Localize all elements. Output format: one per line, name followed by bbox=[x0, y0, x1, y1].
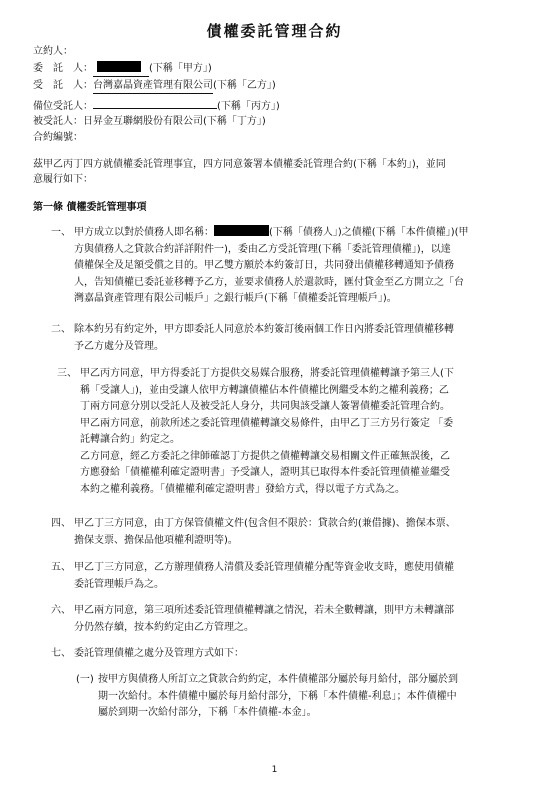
item-line: 債權保全及足額受償之目的。甲乙雙方願於本約簽訂日，共同發出債權移轉通知予債務 bbox=[74, 260, 454, 271]
item-line: 甲乙丁三方同意，由丁方保管債權文件(包含但不限於：貸款合約(兼借據)、擔保本票、 bbox=[74, 518, 456, 529]
item-line: 丁兩方同意分別以受託人及被受託人身分，共同與該受讓人簽署債權委託管理合約。 bbox=[80, 401, 450, 412]
page-number: 1 bbox=[271, 765, 278, 775]
item-line: 人，告知債權已委託並移轉予乙方，並要求債務人於還款時，匯付貸金至乙方開立之「台 bbox=[74, 276, 464, 288]
sub-item-body bbox=[98, 672, 526, 722]
party-principal-suffix: (下稱「甲方」) bbox=[149, 63, 212, 74]
party-principal-name-field bbox=[93, 61, 149, 77]
preamble-line-1: 茲甲乙丙丁四方就債權委託管理事宜，四方同意簽署本債權委託管理合約(下稱「本約」)，並同 bbox=[33, 159, 446, 170]
party-sub-trustee: 被受託人：日昇金互聯網股份有限公司(下稱「丁方」) bbox=[33, 116, 266, 127]
party-trustee bbox=[33, 79, 276, 94]
item-line: 甲乙丙方同意，甲方得委託丁方提供交易媒合服務，將委託管理債權轉讓予第三人(下 bbox=[80, 368, 454, 379]
item-line: 委託管理帳戶為之。 bbox=[74, 578, 164, 590]
article-1-heading: 第一條 債權委託管理事項 bbox=[33, 202, 147, 213]
article-item-body bbox=[80, 366, 524, 498]
party-trustee-name: 台灣嘉晶資產管理有限公司 bbox=[93, 79, 213, 94]
document-title: 債權委託管理合約 bbox=[206, 22, 343, 40]
sub-item-number: (一) bbox=[76, 674, 94, 685]
item-line: 方應發給「債權權利確定證明書」予受讓人，證明其已取得本件委託管理債權並繼受 bbox=[80, 467, 450, 478]
article-item-body bbox=[74, 560, 524, 593]
item-number: 五、 bbox=[51, 562, 71, 573]
item-line: 擔保支票、擔保品他項權利證明等)。 bbox=[74, 534, 238, 546]
article-item-body bbox=[74, 322, 524, 355]
item-line: 託轉讓合約」約定之。 bbox=[80, 434, 180, 445]
item-line: 稱「受讓人」)，並由受讓人依甲方轉讓債權佔本件債權比例繼受本約之權利義務；乙 bbox=[80, 384, 449, 396]
item-number: 六、 bbox=[51, 605, 71, 616]
party-principal bbox=[33, 61, 212, 77]
party-backup-trustee-name-field bbox=[93, 97, 217, 109]
parties-lead: 立約人： bbox=[33, 46, 73, 57]
item-line: 分仍然存續，按本約約定由乙方管理之。 bbox=[74, 621, 254, 633]
sub-item-line: 按甲方與債務人所訂立之貸款合約約定，本件債權部分屬於每月給付，部分屬於到 bbox=[98, 674, 458, 685]
party-trustee-label: 受 託 人： bbox=[33, 80, 93, 91]
party-backup-trustee-suffix: (下稱「丙方」) bbox=[217, 101, 280, 112]
item-line: 予乙方處分及管理。 bbox=[74, 340, 164, 352]
item-line: 甲乙兩方同意，第三項所述委託管理債權轉讓之情況，若未全數轉讓，則甲方未轉讓部 bbox=[74, 605, 454, 616]
item-line: 乙方同意，經乙方委託之律師確認丁方提供之債權轉讓交易相關文件正確無誤後，乙 bbox=[80, 450, 450, 462]
party-trustee-suffix: (下稱「乙方」) bbox=[213, 80, 276, 91]
item-line-prefix: 甲方成立以對於債務人即名稱： bbox=[74, 227, 214, 238]
party-backup-trustee-label: 備位受託人： bbox=[33, 101, 93, 112]
sub-item-line: 屬於到期一次給付部分，下稱「本件債權-本金」。 bbox=[98, 707, 317, 718]
redaction-box bbox=[97, 61, 141, 72]
item-line: 灣嘉晶資產管理有限公司帳戶」之銀行帳戶(下稱「債權委託管理帳戶」)。 bbox=[74, 293, 397, 304]
item-line: 委託管理債權之處分及管理方式如下： bbox=[74, 648, 244, 659]
item-line: 除本約另有約定外，甲方即委託人同意於本約簽訂後兩個工作日內將委託管理債權移轉 bbox=[74, 324, 454, 335]
item-number: 二、 bbox=[51, 324, 71, 335]
article-item-body bbox=[74, 225, 524, 308]
item-line: 方與債務人之貸款合約詳詳附件一)，委由乙方受託管理(下稱「委託管理債權」)，以達 bbox=[74, 243, 451, 255]
article-item-body bbox=[74, 603, 524, 636]
item-number: 七、 bbox=[51, 648, 71, 659]
sub-item-line: 期一次給付。本件債權中屬於每月給付部分，下稱「本件債權-利息」；本件債權中 bbox=[98, 690, 457, 702]
article-item-body bbox=[74, 516, 524, 549]
redaction-box bbox=[214, 225, 269, 236]
item-line-text: (下稱「債務人」)之債權(下稱「本件債權」)(甲 bbox=[269, 227, 469, 238]
party-backup-trustee bbox=[33, 97, 280, 114]
preamble-line-2: 意履行如下： bbox=[33, 174, 93, 185]
item-line: 甲乙丁三方同意，乙方辦理債務人清償及委託管理債權分配等資金收支時，應使用債權 bbox=[74, 562, 454, 573]
item-number: 四、 bbox=[51, 518, 71, 529]
item-line: 本約之權利義務。「債權權利確定證明書」發給方式，得以電子方式為之。 bbox=[80, 483, 405, 495]
article-item-body bbox=[74, 646, 524, 663]
item-number: 一、 bbox=[51, 227, 71, 238]
contract-number-label: 合約編號： bbox=[33, 132, 83, 143]
item-number: 三、 bbox=[57, 368, 77, 379]
party-principal-label: 委 託 人： bbox=[33, 63, 93, 74]
item-line bbox=[74, 225, 524, 242]
item-line: 甲乙兩方同意，前款所述之委託管理債權轉讓交易條件，由甲乙丁三方另行簽定 「委 bbox=[80, 417, 454, 429]
